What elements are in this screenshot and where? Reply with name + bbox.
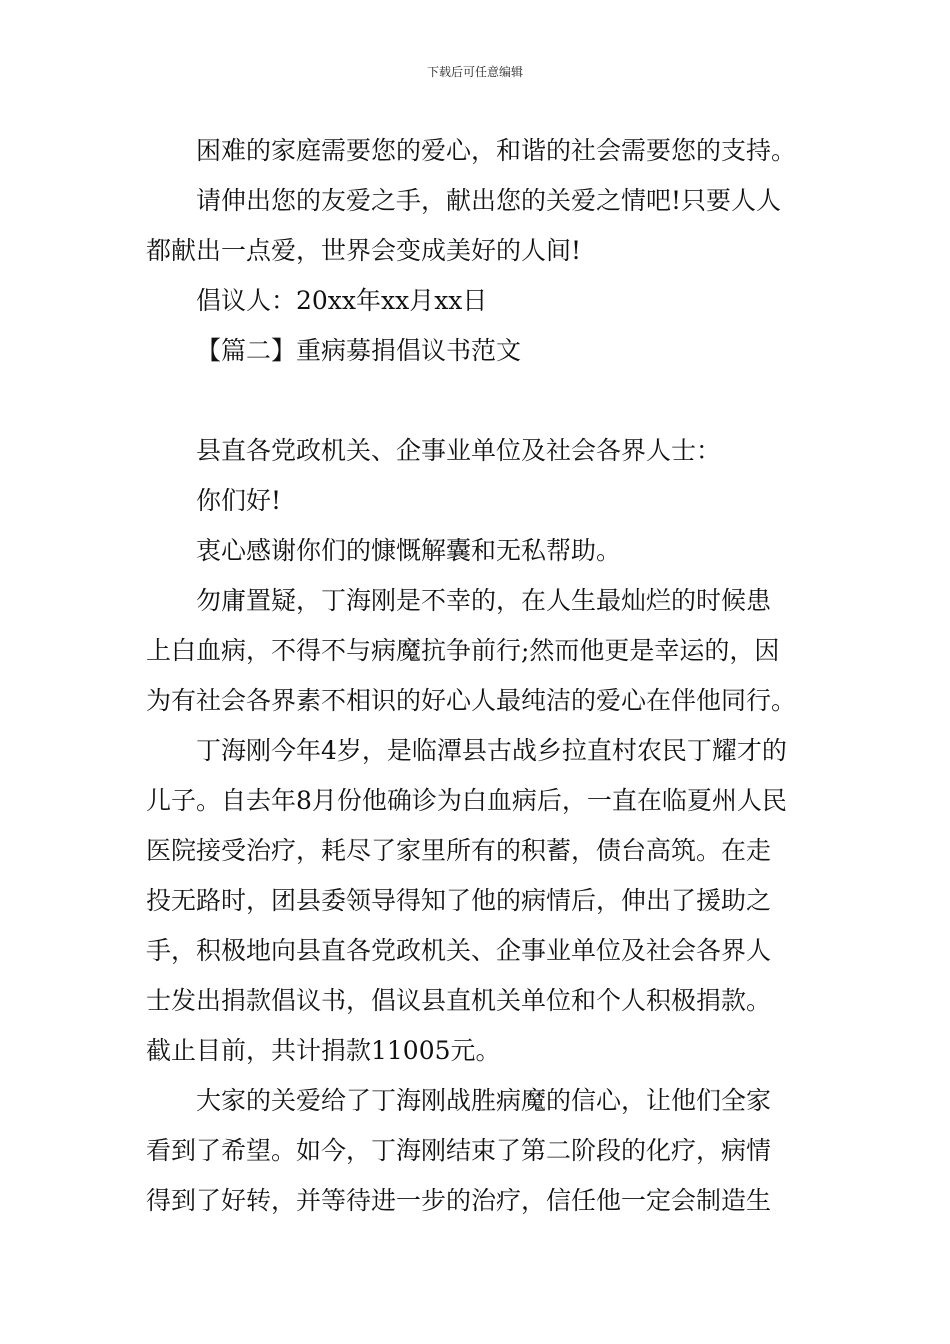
text-line: 截止目前，共计捐款11005元。 [146,1036,501,1065]
text-line: 上白血病，不得不与病魔抗争前行;然而他更是幸运的，因 [146,636,780,665]
text-line: 儿子。自去年8月份他确诊为白血病后，一直在临夏州人民 [146,786,787,815]
text-line: 都献出一点爱，世界会变成美好的人间! [146,236,582,265]
text-line: 勿庸置疑，丁海刚是不幸的，在人生最灿烂的时候患 [196,586,772,615]
text-line: 医院接受治疗，耗尽了家里所有的积蓄，债台高筑。在走 [146,836,772,865]
text-line: 士发出捐款倡议书，倡议县直机关单位和个人积极捐款。 [146,986,772,1015]
text-line: 衷心感谢你们的慷慨解囊和无私帮助。 [196,536,622,565]
text-line: 你们好! [196,486,282,515]
text-line: 困难的家庭需要您的爱心，和谐的社会需要您的支持。 [196,136,797,165]
text-line: 看到了希望。如今，丁海刚结束了第二阶段的化疗，病情 [146,1136,772,1165]
text-line: 投无路时，团县委领导得知了他的病情后，伸出了援助之 [146,886,772,915]
text-line: 手，积极地向县直各党政机关、企事业单位及社会各界人 [146,936,772,965]
text-line: 【篇二】重病募捐倡议书范文 [196,336,522,365]
text-line: 大家的关爱给了丁海刚战胜病魔的信心，让他们全家 [196,1086,772,1115]
document-body [146,126,808,1226]
blank-line [146,376,808,426]
page-header: 下载后可任意编辑 [426,65,523,79]
text-line: 倡议人：20xx年xx月xx日 [196,286,488,315]
text-line: 丁海刚今年4岁，是临潭县古战乡拉直村农民丁耀才的 [196,736,787,765]
text-line: 为有社会各界素不相识的好心人最纯洁的爱心在伴他同行。 [146,686,797,715]
text-line: 县直各党政机关、企事业单位及社会各界人士： [196,436,722,465]
text-line: 得到了好转，并等待进一步的治疗，信任他一定会制造生 [146,1186,772,1215]
text-line: 请伸出您的友爱之手，献出您的关爱之情吧!只要人人 [196,186,782,215]
